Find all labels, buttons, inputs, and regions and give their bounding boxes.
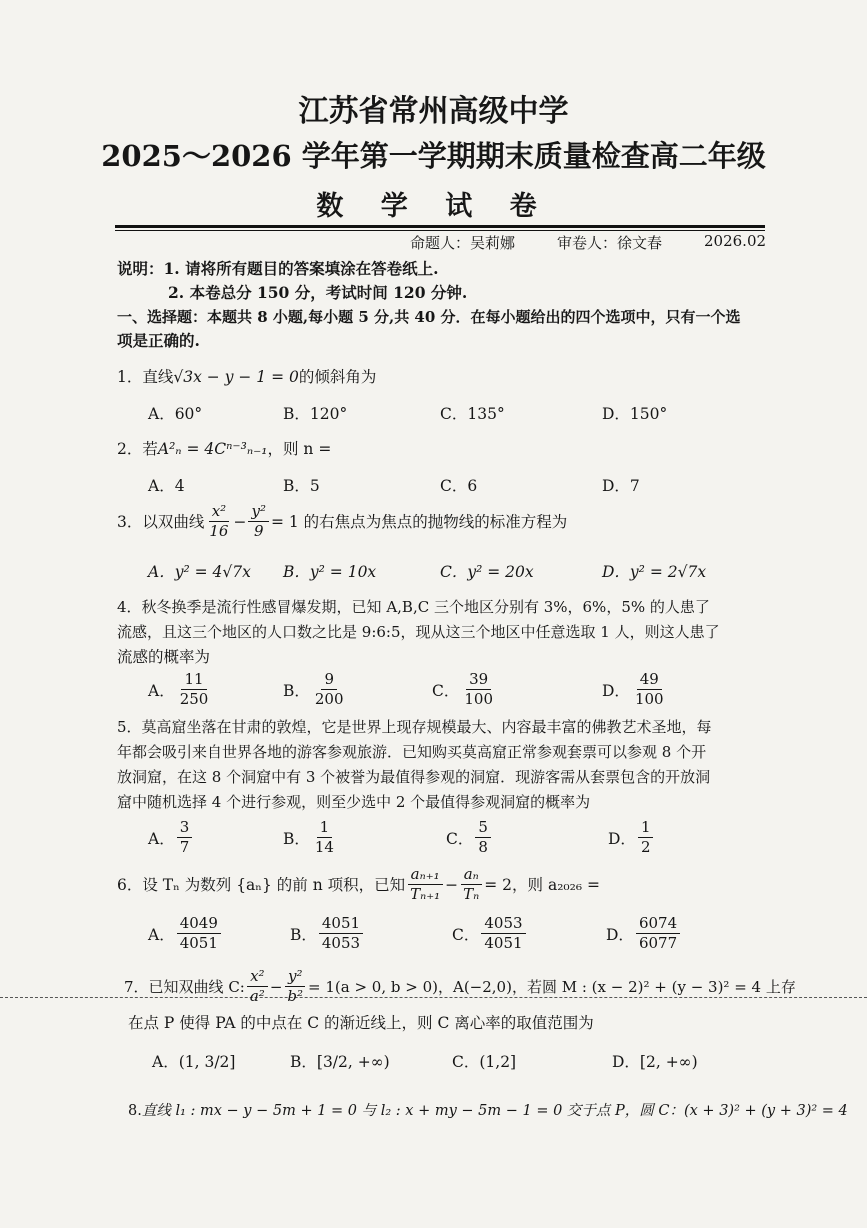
instruction-line-2: 2. 本卷总分 150 分，考试时间 120 分钟.: [168, 283, 468, 302]
q7-fraction-1: $\frac{\text{x²}}{\text{a²}}$: [247, 967, 268, 1006]
q5-line-3: 放洞窟，在这 8 个洞窟中有 3 个被誉为最值得参观的洞窟．现游客需从套票包含的开放洞: [117, 768, 711, 786]
q6-option-d: D． $\frac{6074}{6077}$: [606, 914, 682, 953]
q2-option-b: B．5: [283, 477, 320, 495]
q1-option-d: D．150°: [602, 405, 668, 423]
q4-option-c: C． $\frac{39}{100}$: [432, 670, 494, 708]
q3-post: = 1 的右焦点为焦点的抛物线的标准方程为: [270, 512, 568, 531]
school-title: 江苏省常州高级中学: [298, 94, 569, 129]
q4-option-d: D． $\frac{49}{100}$: [602, 670, 664, 708]
q3-pre: 以双曲线: [142, 512, 205, 531]
q7-line-2: 在点 P 使得 PA 的中点在 C 的渐近线上，则 C 离心率的取值范围为: [128, 1014, 594, 1032]
exam-title: 2025～2026 学年第一学期期末质量检查高二年级: [101, 139, 766, 173]
q2-option-c: C．6: [440, 477, 478, 495]
q5-line-2: 年都会吸引来自世界各地的游客参观旅游．已知购买莫高窟正常参观套票可以参观 8 个开: [117, 743, 707, 761]
q6-option-a: A． $\frac{4049}{4051}$: [148, 914, 223, 953]
q2-expr: A²ₙ = 4Cⁿ⁻³ₙ₋₁: [157, 440, 268, 458]
q4-number: 4．: [117, 598, 142, 616]
q3-minus: −: [233, 512, 247, 531]
q3-option-b: B．y² = 10x: [283, 563, 377, 581]
q4-option-a: A． $\frac{11}{250}$: [148, 670, 209, 708]
q2-pre: 若: [142, 440, 158, 458]
q3-fraction-1: $\frac{\text{x²}}{16}$: [209, 502, 229, 540]
q3-number: 3．: [117, 512, 143, 531]
q8-number: 8.: [128, 1103, 142, 1119]
q4-line-3: 流感的概率为: [117, 648, 211, 666]
q7-option-a: A．(1, 3/2]: [152, 1053, 236, 1071]
exam-date: 2026.02: [704, 232, 767, 250]
q1-number: 1．: [117, 368, 143, 386]
q6-pre: 设 Tₙ 为数列 {aₙ} 的前 n 项积，已知: [142, 875, 406, 894]
q5-option-a: A． $\frac{3}{7}$: [148, 818, 194, 857]
q6-option-b: B． $\frac{4051}{4053}$: [290, 914, 365, 953]
q3-option-c: C．y² = 20x: [440, 563, 534, 581]
q3-fraction-2: $\frac{\text{y²}}{9}$: [248, 502, 269, 541]
q6-fraction-2: $\frac{\text{aₙ}}{\text{Tₙ}}$: [460, 865, 482, 904]
q1-option-c: C．135°: [440, 405, 505, 423]
q7-post: = 1(a > 0, b > 0)，A(−2,0)，若圆 M : (x − 2)² + (y − 3)² = 4 上存: [308, 977, 796, 996]
section-1-heading: 一、选择题：本题共 8 小题,每小题 5 分,共 40 分．在每小题给出的四个选项中，只有一个选: [117, 308, 741, 326]
q1-option-a: A．60°: [148, 405, 203, 423]
q7-option-b: B．[3/2, +∞): [290, 1053, 390, 1071]
q7-pre: 已知双曲线 C:: [148, 977, 245, 996]
q2-option-a: A．4: [148, 477, 185, 495]
instruction-line-1: 1. 请将所有题目的答案填涂在答卷纸上.: [163, 259, 439, 278]
header-thin-rule: [115, 230, 765, 231]
instructions-label: 说明：: [117, 259, 164, 278]
question-1: [117, 366, 376, 388]
q3-option-a: A．y² = 4√7x: [148, 563, 251, 581]
q6-fraction-1: $\frac{\text{aₙ₊₁}}{\text{Tₙ₊₁}}$: [407, 865, 443, 904]
q1-option-b: B．120°: [283, 405, 348, 423]
q3-option-d: D．y² = 2√7x: [602, 563, 707, 581]
q2-number: 2．: [117, 440, 143, 458]
q2-post: ，则 n =: [267, 440, 332, 458]
q7-minus: −: [269, 977, 283, 996]
q5-option-b: B． $\frac{1}{14}$: [283, 818, 334, 856]
question-6: [117, 865, 600, 904]
q5-line-1: 莫高窟坐落在甘肃的敦煌，它是世界上现存规模最大、内容最丰富的佛教艺术圣地，每: [141, 718, 712, 736]
q6-number: 6．: [117, 875, 143, 894]
header-thick-rule: [115, 225, 765, 228]
q6-option-c: C． $\frac{4053}{4051}$: [452, 914, 528, 953]
reviewer: 审卷人：徐文春: [557, 234, 663, 252]
q1-post: 的倾斜角为: [298, 368, 377, 386]
q7-number: 7．: [124, 977, 149, 996]
q5-line-4: 窟中随机选择 4 个进行参观，则至少选中 2 个最值得参观洞窟的概率为: [117, 793, 591, 811]
question-4: [117, 596, 710, 618]
q1-pre: 直线: [142, 368, 174, 386]
question-2: [117, 438, 331, 460]
question-5: [117, 716, 712, 738]
q5-option-c: C． $\frac{5}{8}$: [446, 818, 493, 857]
subject-title: 数 学 试 卷: [316, 191, 551, 222]
question-8: [128, 1100, 848, 1122]
q4-line-1: 秋冬换季是流行性感冒爆发期，已知 A,B,C 三个地区分别有 3%，6%，5% 的人患了: [141, 598, 710, 616]
q2-option-d: D．7: [602, 477, 640, 495]
question-7: [124, 967, 796, 1006]
question-3: [117, 502, 567, 541]
q8-text: 直线 l₁ : mx − y − 5m + 1 = 0 与 l₂ : x + my − 5m − 1 = 0 交于点 P，圆 C：(x + 3)² + (y + 3)² = 4: [141, 1103, 848, 1119]
q1-expr: √3x − y − 1 = 0: [173, 368, 299, 386]
q7-option-c: C．(1,2]: [452, 1053, 517, 1071]
q5-number: 5．: [117, 718, 142, 736]
section-1-heading-cont: 项是正确的.: [117, 331, 200, 350]
q5-option-d: D． $\frac{1}{2}$: [608, 818, 655, 857]
q6-post: = 2，则 a₂₀₂₆ =: [484, 875, 600, 894]
q7-fraction-2: $\frac{\text{y²}}{\text{b²}}$: [284, 967, 306, 1006]
q4-option-b: B． $\frac{9}{200}$: [283, 670, 344, 708]
q7-option-d: D．[2, +∞): [612, 1053, 698, 1071]
q4-line-2: 流感，且这三个地区的人口数之比是 9:6:5，现从这三个地区中任意选取 1 人，则这人患了: [117, 623, 720, 641]
instructions: [117, 258, 439, 280]
author: 命题人：吴莉娜: [410, 234, 516, 252]
q6-minus: −: [445, 875, 459, 894]
